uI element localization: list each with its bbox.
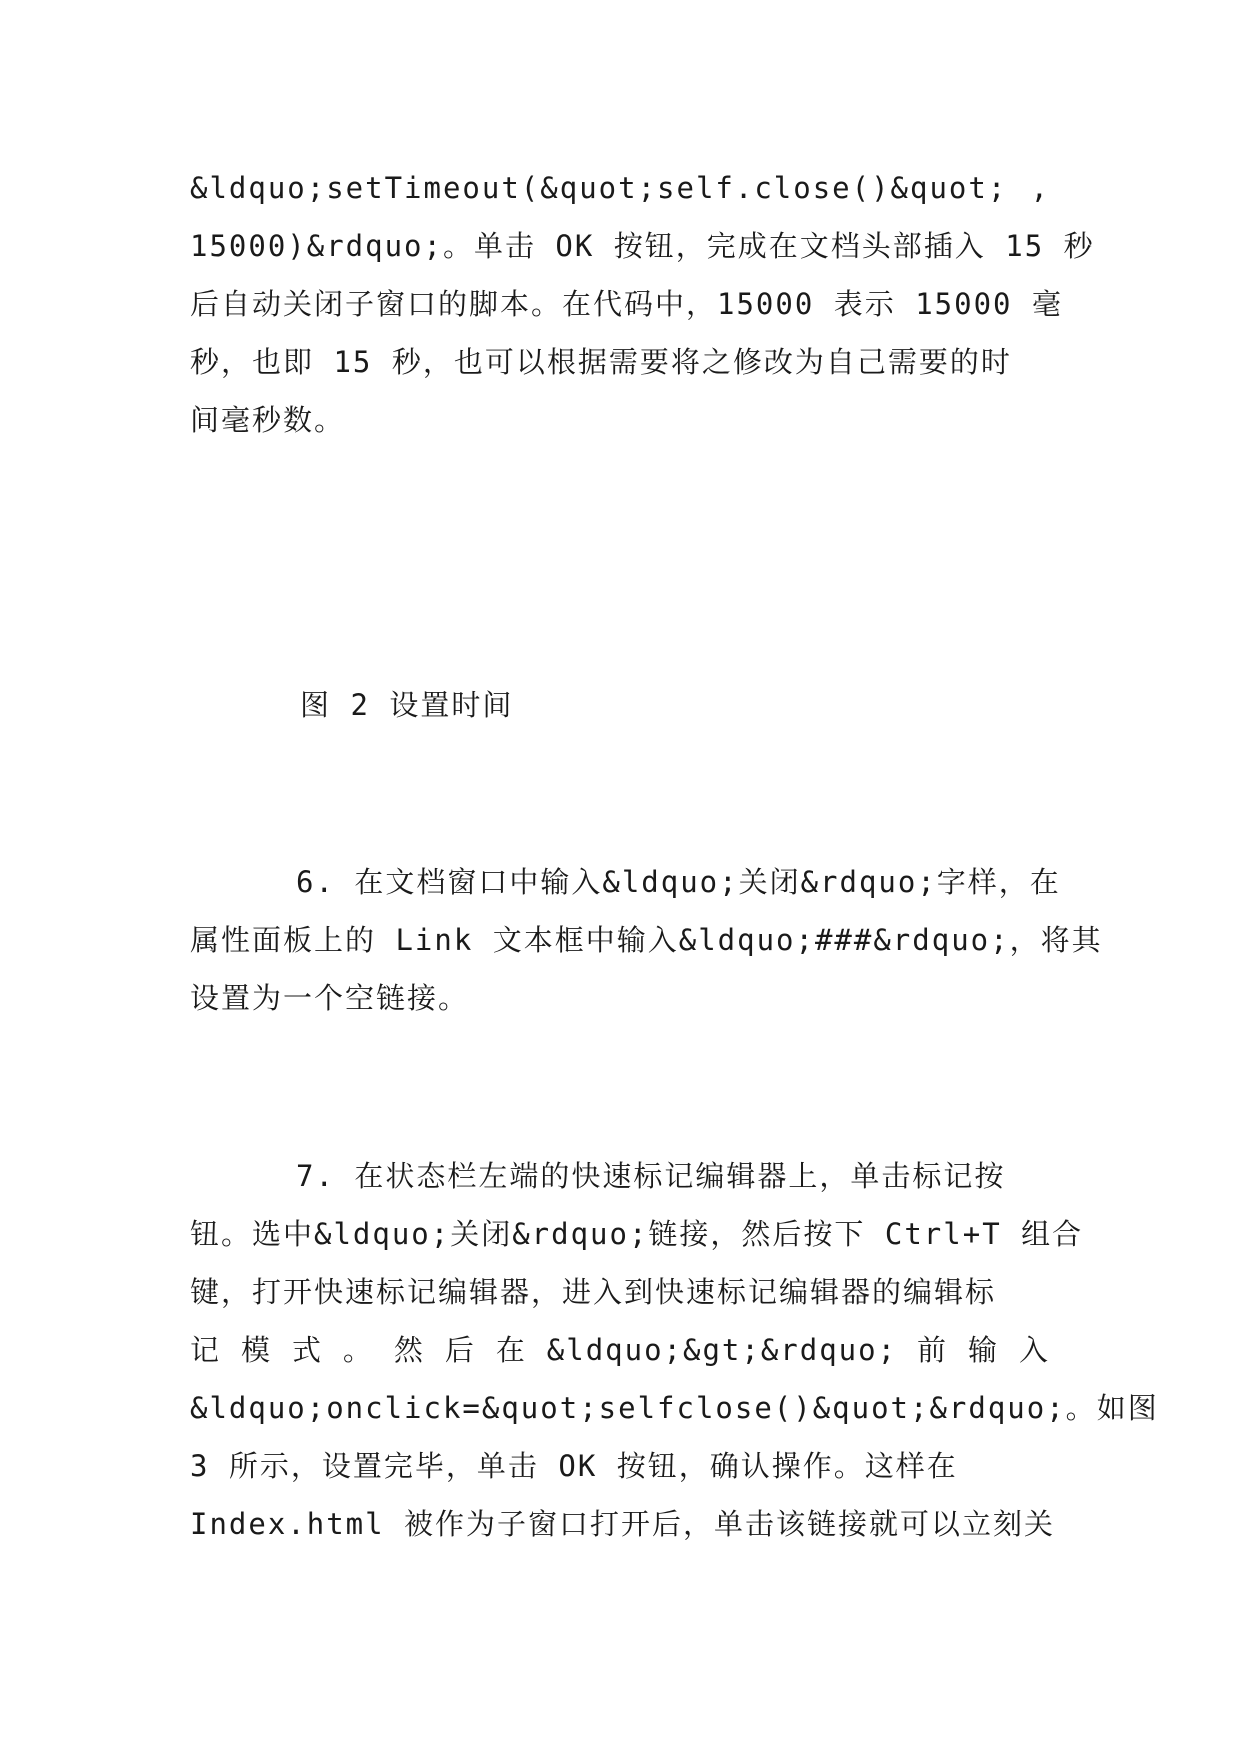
paragraph-1-line-2: 15000)&rdquo;。单击 OK 按钮，完成在文档头部插入 15 秒 <box>190 229 1095 263</box>
step-7-line-6: 3 所示，设置完毕，单击 OK 按钮，确认操作。这样在 <box>190 1449 958 1483</box>
word: 然 <box>393 1333 425 1367</box>
word: 模 <box>240 1333 272 1367</box>
word: 。 <box>342 1333 374 1367</box>
step-7-line-2: 钮。选中&ldquo;关闭&rdquo;链接，然后按下 Ctrl+T 组合 <box>190 1217 1084 1251</box>
step-6-line-1: 6. 在文档窗口中输入&ldquo;关闭&rdquo;字样，在 <box>296 865 1061 899</box>
comma: , <box>1030 171 1050 205</box>
paragraph-1-line-4: 秒，也即 15 秒，也可以根据需要将之修改为自己需要的时 <box>190 345 1012 379</box>
paragraph-1-line-5: 间毫秒数。 <box>190 403 346 437</box>
step-7-line-4 <box>190 1330 1050 1370</box>
text-fragment: 如图 <box>1096 1391 1159 1425</box>
word: 入 <box>1018 1333 1050 1367</box>
step-7-line-1: 7. 在状态栏左端的快速标记编辑器上，单击标记按 <box>296 1159 1006 1193</box>
word: 前 <box>917 1333 949 1367</box>
word: 在 <box>495 1333 527 1367</box>
code-snippet-onclick: &ldquo;onclick=&quot;selfclose()&quot;&rdquo;。 <box>190 1391 1097 1425</box>
step-7-line-5 <box>190 1388 1159 1428</box>
step-7-line-3: 键，打开快速标记编辑器，进入到快速标记编辑器的编辑标 <box>190 1275 997 1309</box>
step-6-line-3: 设置为一个空链接。 <box>190 981 470 1015</box>
step-6-line-2: 属性面板上的 Link 文本框中输入&ldquo;###&rdquo;，将其 <box>190 923 1103 957</box>
paragraph-1-line-1 <box>190 168 1050 208</box>
word: 后 <box>444 1333 476 1367</box>
figure-caption: 图 2 设置时间 <box>300 688 514 722</box>
word: 式 <box>291 1333 323 1367</box>
word: 输 <box>967 1333 999 1367</box>
code-snippet-settimeout: &ldquo;setTimeout(&quot;self.close()&quot; <box>190 171 1008 205</box>
paragraph-1-line-3: 后自动关闭子窗口的脚本。在代码中，15000 表示 15000 毫 <box>190 287 1063 321</box>
step-7-line-7: Index.html 被作为子窗口打开后，单击该链接就可以立刻关 <box>190 1507 1056 1541</box>
word: 记 <box>190 1333 222 1367</box>
word: &ldquo;&gt;&rdquo; <box>546 1333 898 1367</box>
